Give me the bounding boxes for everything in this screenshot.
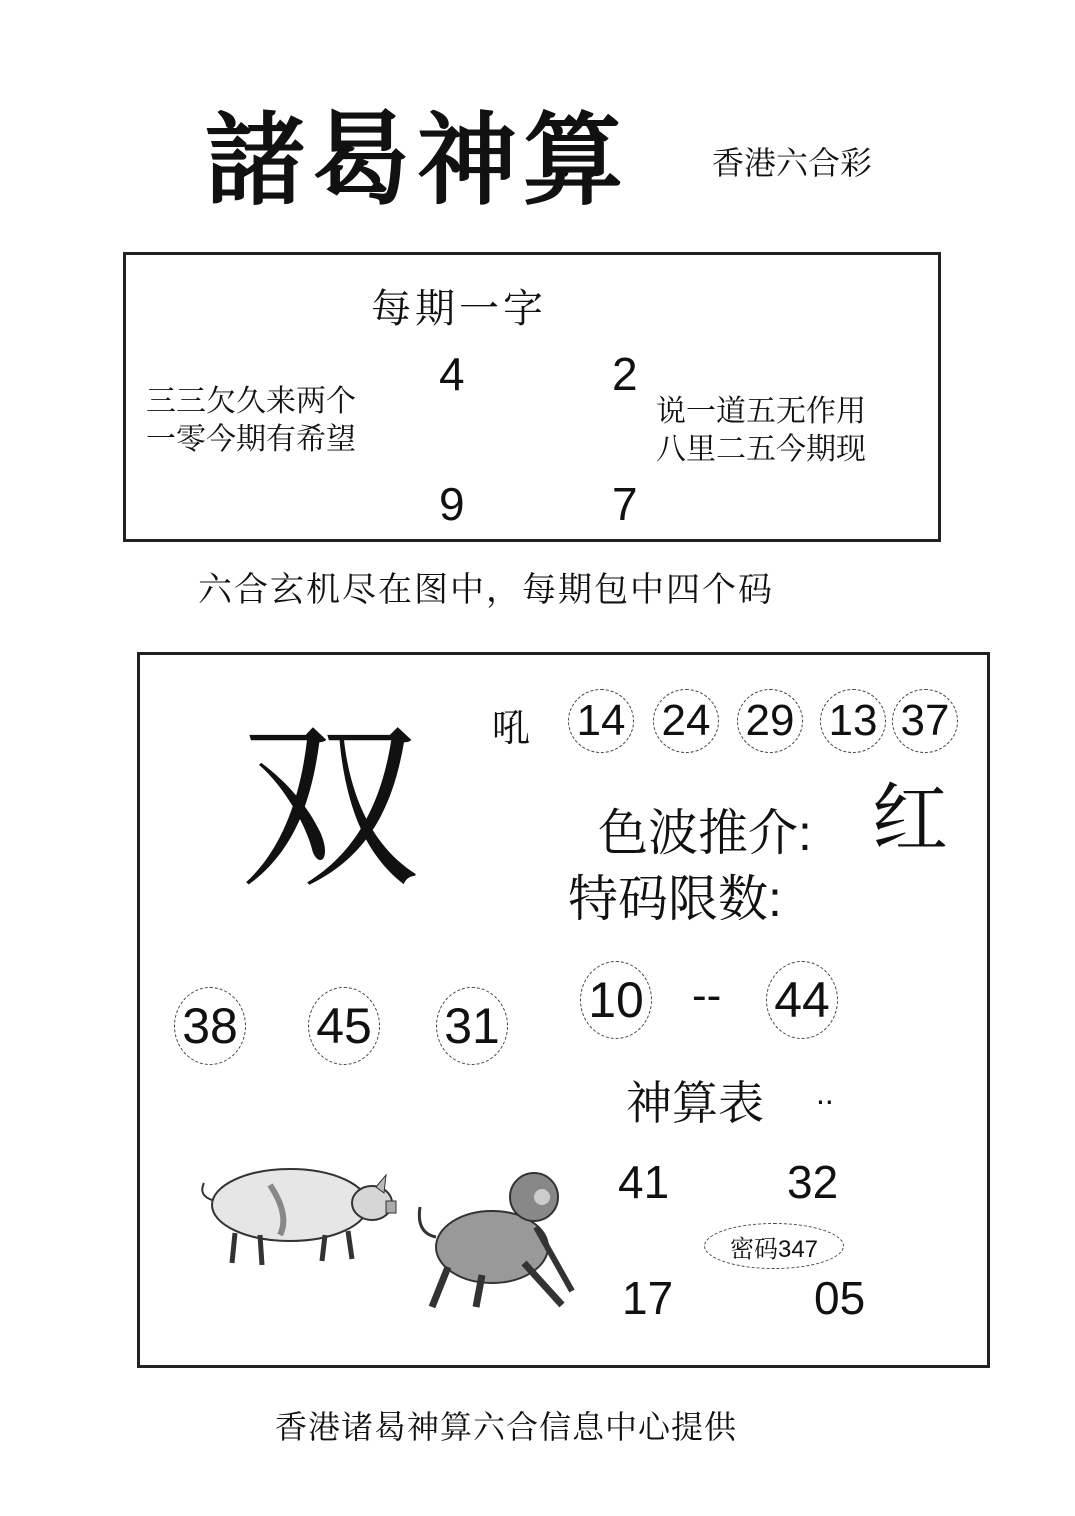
top-number-circle: 14	[568, 689, 634, 753]
table-number: 32	[787, 1156, 839, 1208]
pig-icon	[190, 1155, 400, 1270]
left-poem	[146, 383, 356, 459]
table-number: 17	[622, 1272, 674, 1324]
wave-label: 色波推介:	[598, 805, 812, 861]
right-poem	[656, 393, 866, 469]
monkey-icon	[412, 1167, 582, 1317]
top-number-circle: 37	[892, 689, 958, 753]
digit-bottom-right: 7	[612, 478, 638, 530]
circled-number: 45	[308, 987, 380, 1065]
wave-value: 红	[872, 774, 948, 863]
footer-credit: 香港诸曷神算六合信息中心提供	[275, 1408, 738, 1446]
password-oval: 密码347	[704, 1223, 844, 1269]
riddle-heading: 每期一字	[371, 286, 547, 332]
circled-number: 31	[436, 987, 508, 1065]
right-poem-line: 说一道五无作用	[656, 394, 866, 429]
riddle-box	[123, 252, 941, 542]
big-character: 双	[240, 704, 421, 913]
range-start-circle: 10	[580, 961, 652, 1039]
tagline: 六合玄机尽在图中，每期包中四个码	[198, 570, 774, 610]
right-poem-line: 八里二五今期现	[656, 432, 866, 467]
circled-number: 38	[174, 987, 246, 1065]
table-label: 神算表	[626, 1076, 764, 1130]
range-separator: --	[692, 971, 722, 1020]
table-dots: ..	[816, 1075, 834, 1111]
range-end-circle: 44	[766, 961, 838, 1039]
top-number-circle: 13	[820, 689, 886, 753]
left-poem-line: 三三欠久来两个	[146, 384, 356, 419]
limit-label: 特码限数:	[568, 871, 782, 927]
top-number-circle: 24	[653, 689, 719, 753]
page-title: 諸曷神算	[205, 101, 629, 219]
page-subtitle: 香港六合彩	[712, 144, 873, 182]
digit-bottom-left: 9	[439, 478, 465, 530]
digit-top-right: 2	[612, 348, 638, 400]
table-number: 41	[618, 1156, 670, 1208]
prediction-box	[137, 652, 990, 1368]
number-prefix: 吼	[492, 706, 531, 750]
top-number-circle: 29	[737, 689, 803, 753]
digit-top-left: 4	[439, 348, 465, 400]
table-number: 05	[814, 1272, 866, 1324]
left-poem-line: 一零今期有希望	[146, 422, 356, 457]
